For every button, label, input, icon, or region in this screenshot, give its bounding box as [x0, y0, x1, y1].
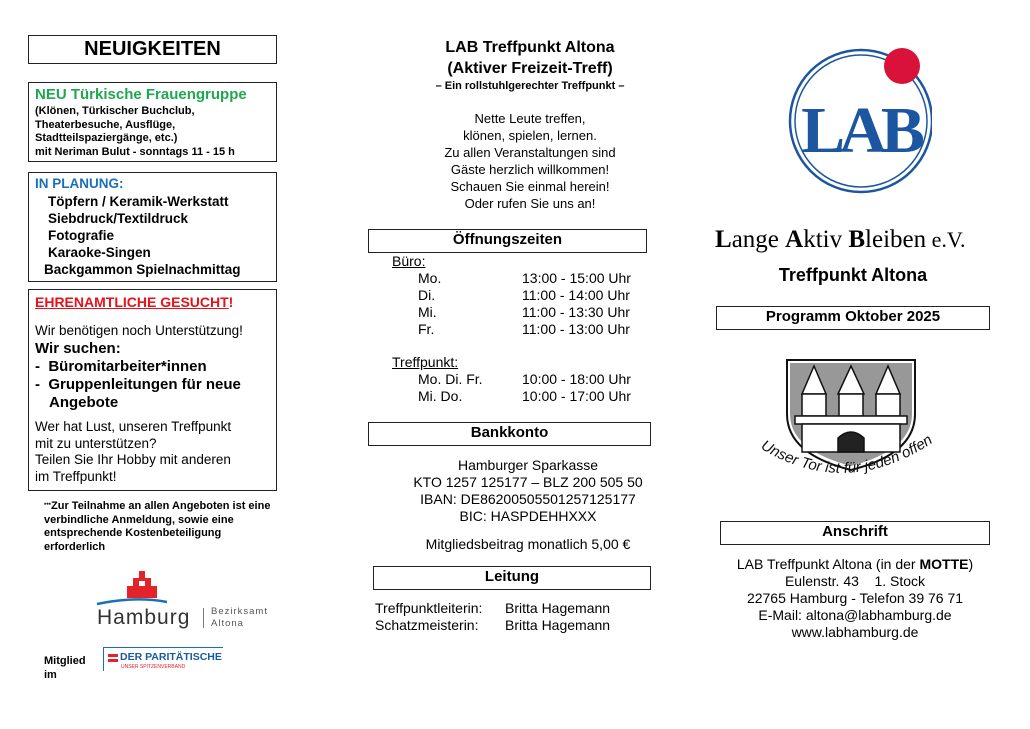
middle-title: (Aktiver Freizeit-Treff) — [447, 60, 613, 77]
address — [700, 556, 1010, 641]
footnote — [44, 500, 270, 554]
footnote-line: Zur Teilnahme an allen Angeboten ist eine — [51, 500, 271, 512]
lab-logo-text: LAB — [801, 94, 919, 167]
day: Mi. — [418, 304, 437, 320]
middle-subtitle: – Ein rollstuhlgerechter Treffpunkt – — [435, 80, 625, 92]
office-hours — [418, 270, 631, 338]
volunteers-exclaim: ! — [228, 294, 234, 310]
lead-list — [375, 600, 610, 634]
org-initial: B — [848, 226, 866, 253]
volunteers-outro: im Treffpunkt! — [35, 468, 117, 484]
email-link[interactable]: E-Mail: altona@labhamburg.de — [758, 607, 952, 623]
right-subtitle: Treffpunkt Altona — [778, 265, 928, 285]
org-initial: A — [785, 226, 804, 253]
org-name — [715, 226, 965, 254]
new-group-line: mit Neriman Bulut - sonntags 11 - 15 h — [35, 145, 235, 158]
footnote-line: entsprechende Kostenbeteiligung — [44, 527, 222, 539]
new-group-box — [28, 82, 277, 162]
program-title: Programm Oktober 2025 — [716, 306, 990, 330]
intro-line: Gäste herzlich willkommen! — [450, 162, 610, 177]
membership-fee: Mitgliedsbeitrag monatlich 5,00 € — [425, 536, 631, 552]
time: 13:00 - 15:00 Uhr — [522, 270, 631, 286]
paritaetische-logo — [103, 647, 223, 671]
paritaetische-sub: UNSER SPITZENVERBAND — [121, 664, 186, 670]
planning-item: Backgammon Spielnachmittag — [44, 262, 241, 277]
org-word: ange — [731, 226, 786, 253]
hamburg-city: Hamburg — [97, 606, 191, 629]
website-link[interactable]: www.labhamburg.de — [791, 624, 919, 640]
bank-line: KTO 1257 125177 – BLZ 200 505 50 — [413, 474, 643, 490]
lab-logo — [782, 44, 932, 194]
volunteers-outro: Teilen Sie Ihr Hobby mit anderen — [35, 452, 231, 467]
address-line: ) — [968, 556, 974, 572]
volunteers-item: Angebote — [49, 394, 119, 411]
new-group-title: NEU Türkische Frauengruppe — [35, 86, 247, 103]
middle-intro — [380, 110, 680, 212]
volunteers-item: - Gruppenleitungen für neue — [35, 376, 241, 393]
name: Britta Hagemann — [505, 617, 611, 633]
bank-details — [368, 457, 688, 525]
org-word: leiben — [865, 226, 927, 253]
address-motte: MOTTE — [919, 556, 969, 572]
bank-header: Bankkonto — [368, 422, 651, 446]
day: Mo. Di. Fr. — [418, 371, 483, 387]
new-group-line: Theaterbesuche, Ausflüge, — [35, 118, 176, 131]
volunteers-title: EHRENAMTLICHE GESUCHT — [35, 294, 229, 310]
bank-line: IBAN: DE86200505501257125177 — [420, 491, 636, 507]
address-line: LAB Treffpunkt Altona (in der — [736, 556, 920, 572]
day: Di. — [418, 287, 436, 303]
hours-header: Öffnungszeiten — [368, 229, 647, 253]
planning-box — [28, 172, 277, 282]
org-suffix: e.V. — [926, 227, 966, 252]
footnote-line: erforderlich — [44, 540, 106, 553]
footnote-mark: *** — [44, 503, 52, 509]
meet-hours — [418, 371, 631, 405]
news-header — [28, 35, 277, 64]
hamburg-logo — [95, 568, 275, 634]
time: 11:00 - 13:00 Uhr — [522, 321, 630, 337]
role: Treffpunktleiterin: — [375, 600, 483, 616]
address-line: Eulenstr. 43 1. Stock — [784, 573, 926, 589]
news-title: NEUIGKEITEN — [84, 38, 221, 60]
planning-item: Siebdruck/Textildruck — [48, 211, 189, 226]
day: Mo. — [418, 270, 442, 286]
crest-motto: Unser Tor ist für jeden offen — [758, 431, 936, 477]
volunteers-intro: Wir benötigen noch Unterstützung! — [35, 323, 243, 338]
day: Mi. Do. — [418, 388, 463, 404]
intro-line: Nette Leute treffen, — [474, 111, 586, 126]
intro-line: klönen, spielen, lernen. — [463, 128, 597, 143]
hamburg-dept: Altona — [211, 618, 244, 629]
new-group-line: (Klönen, Türkischer Buchclub, — [35, 105, 195, 117]
lead-header: Leitung — [373, 566, 651, 590]
planning-title: IN PLANUNG: — [35, 176, 124, 191]
time: 11:00 - 13:30 Uhr — [522, 304, 630, 320]
footnote-line: verbindliche Anmeldung, sowie eine — [44, 513, 234, 526]
altona-crest — [750, 354, 960, 484]
bank-line: BIC: HASPDEHHXXX — [459, 508, 597, 524]
name: Britta Hagemann — [505, 600, 611, 616]
time: 10:00 - 17:00 Uhr — [522, 388, 631, 404]
time: 11:00 - 14:00 Uhr — [522, 287, 630, 303]
volunteers-outro: mit zu unterstützen? — [35, 435, 157, 451]
office-label: Büro: — [392, 253, 426, 269]
bank-line: Hamburger Sparkasse — [457, 457, 599, 473]
volunteers-box — [28, 289, 277, 491]
member-label-line: Mitglied — [44, 655, 86, 667]
role: Schatzmeisterin: — [375, 617, 479, 633]
middle-title: LAB Treffpunkt Altona — [445, 39, 615, 56]
planning-item: Karaoke-Singen — [48, 245, 151, 260]
volunteers-outro: Wer hat Lust, unseren Treffpunkt — [35, 419, 232, 434]
address-header: Anschrift — [720, 521, 990, 545]
day: Fr. — [418, 321, 435, 337]
new-group-line: Stadtteilspaziergänge, etc.) — [35, 132, 178, 144]
org-initial: L — [715, 226, 732, 253]
volunteers-seek: Wir suchen: — [35, 340, 121, 357]
address-line: 22765 Hamburg - Telefon 39 76 71 — [746, 590, 964, 606]
intro-line: Schauen Sie einmal herein! — [450, 179, 610, 194]
planning-item: Fotografie — [48, 228, 114, 243]
org-word: ktiv — [803, 226, 849, 253]
intro-line: Zu allen Veranstaltungen sind — [444, 145, 616, 160]
member-label-line: im — [44, 668, 57, 681]
intro-line: Oder rufen Sie uns an! — [464, 196, 596, 211]
volunteers-item: - Büromitarbeiter*innen — [35, 358, 207, 375]
meet-label: Treffpunkt: — [392, 354, 459, 370]
hamburg-dept: Bezirksamt — [211, 606, 268, 617]
member-label — [44, 655, 86, 682]
hamburg-castle-icon — [95, 568, 275, 608]
planning-item: Töpfern / Keramik-Werkstatt — [48, 194, 229, 209]
middle-header — [380, 37, 680, 94]
time: 10:00 - 18:00 Uhr — [522, 371, 631, 387]
paritaetische-name: DER PARITÄTISCHE — [120, 651, 222, 663]
